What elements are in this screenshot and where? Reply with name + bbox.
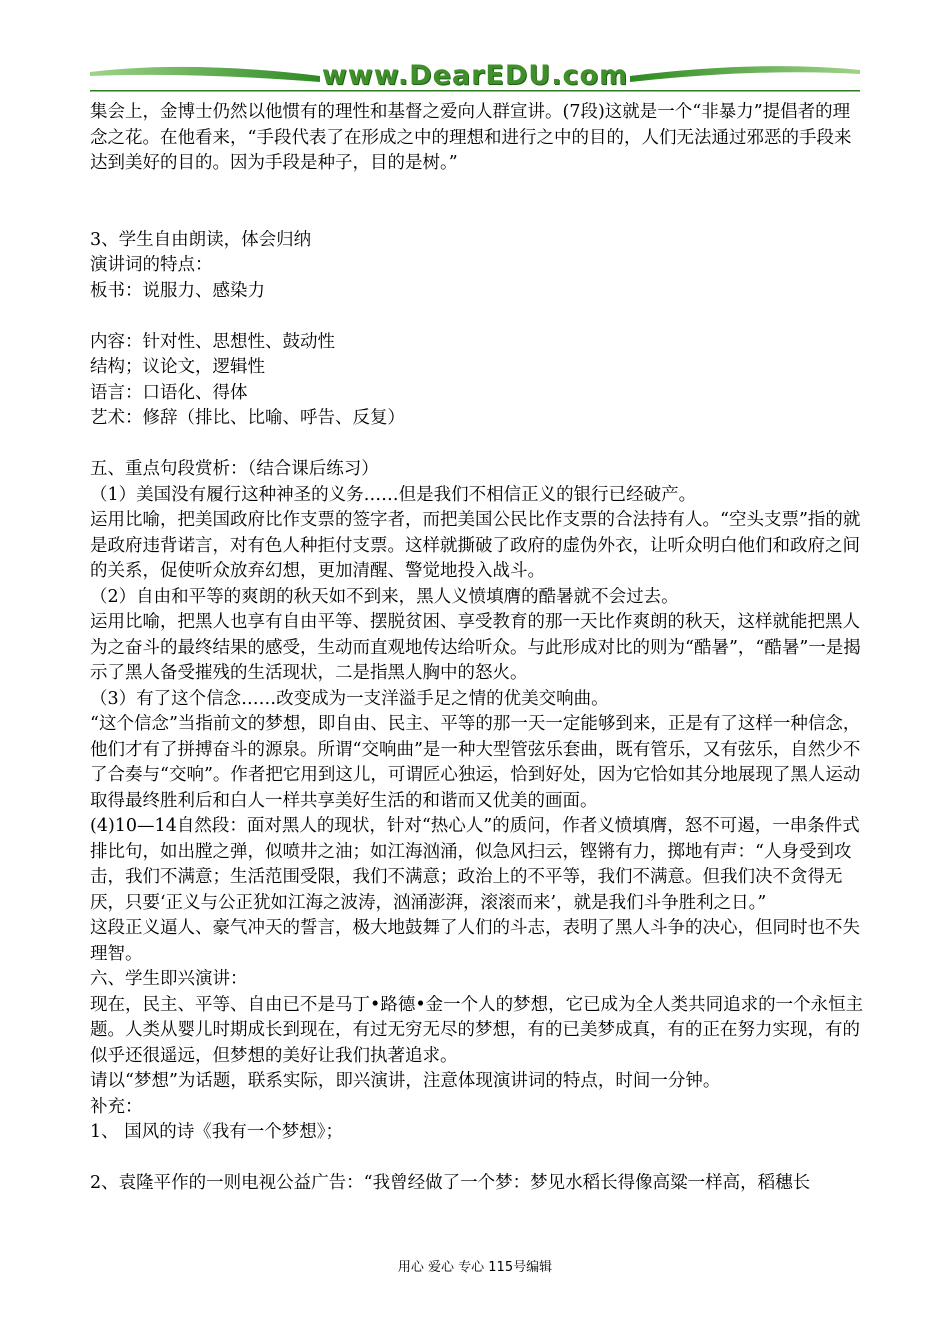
paragraph: 请以“梦想”为话题，联系实际，即兴演讲，注意体现演讲词的特点，时间一分钟。 (90, 1071, 721, 1091)
list-item: 1、 国风的诗《我有一个梦想》； (90, 1122, 343, 1142)
page-footer: 用心 爱心 专心 115号编辑 (397, 1260, 553, 1275)
section-heading: 六、学生即兴演讲： (90, 969, 248, 989)
paragraph: （3）有了这个信念……改变成为一支洋溢手足之情的优美交响曲。 (90, 688, 609, 709)
paragraph: 3、学生自由朗读，体会归纳 (90, 229, 312, 250)
paragraph: （2）自由和平等的爽朗的秋天如不到来，黑人义愤填膺的酷暑就不会过去。 (90, 586, 679, 607)
paragraph: 集会上，金博士仍然以他惯有的理性和基督之爱向人群宣讲。(7段)这就是一个“非暴力”提倡者的理念之花。在他看来，“手段代表了在形成之中的理想和进行之中的目的，人们无法通过邪恶的手段来达到美好的目的。因为手段是种子，目的是树。” (90, 102, 852, 173)
paragraph: (4)10—14自然段：面对黑人的现状，针对“热心人”的质问，作者义愤填膺，怒不可遏，一串条件式排比句，如出膛之弹，似喷井之油；如江海汹涌，似急风扫云，铿锵有力，掷地有声：“人身受到攻击，我们不满意；生活范围受限，我们不满意；政治上的不平等，我们不满意。但我们决不贪得无厌，只要‘正义与公正犹如江海之波涛，汹涌澎湃，滚滚而来’，就是我们斗争胜利之日。” (90, 816, 860, 913)
paragraph: 现在，民主、平等、自由已不是马丁•路德•金一个人的梦想，它已成为全人类共同追求的一个永恒主题。人类从婴儿时期成长到现在，有过无穷无尽的梦想，有的已美梦成真，有的正在努力实现，有的似乎还很遥远，但梦想的美好让我们执著追求。 (90, 994, 864, 1066)
spacer (90, 1146, 865, 1172)
site-logo[interactable]: www.DearEDU.com (321, 60, 629, 91)
spacer (90, 304, 865, 330)
spacer (90, 177, 865, 228)
paragraph: 演讲词的特点： (90, 255, 213, 275)
paragraph: 运用比喻，把美国政府比作支票的签字者，而把美国公民比作支票的合法持有人。“空头支票”指的就是政府违背诺言，对有色人种拒付支票。这样就撕破了政府的虚伪外衣，让听众明白他们和政府之间的关系，促使听众放弃幻想，更加清醒、警觉地投入战斗。 (90, 510, 861, 581)
paragraph: （1）美国没有履行这种神圣的义务……但是我们不相信正义的银行已经破产。 (90, 484, 697, 505)
paragraph: 补充： (90, 1096, 143, 1117)
paragraph: 艺术：修辞（排比、比喻、呼告、反复） (90, 408, 405, 428)
paragraph: 语言：口语化、得体 (90, 382, 248, 403)
paragraph: 结构；议论文，逻辑性 (90, 357, 265, 377)
section-heading: 五、重点句段赏析：（结合课后练习） (90, 459, 379, 479)
paragraph: 内容：针对性、思想性、鼓动性 (90, 331, 335, 352)
spacer (90, 432, 865, 458)
site-header (90, 58, 860, 98)
paragraph: 运用比喻，把黑人也享有自由平等、摆脱贫困、享受教育的那一天比作爽朗的秋天，这样就能把黑人为之奋斗的最终结果的感受，生动而直观地传达给听众。与此形成对比的则为“酷暑”，“酷暑”一是揭示了黑人备受摧残的生活现状，二是指黑人胸中的怒火。 (90, 612, 861, 683)
paragraph: 这段正义逼人、豪气冲天的誓言，极大地鼓舞了人们的斗志，表明了黑人斗争的决心，但同时也不失理智。 (90, 918, 860, 964)
paragraph: “这个信念”当指前文的梦想，即自由、民主、平等的那一天一定能够到来，正是有了这样一种信念，他们才有了拼搏奋斗的源泉。所谓“交响曲”是一种大型管弦乐套曲，既有管乐，又有弦乐，自然少不了合奏与“交响”。作者把它用到这儿，可谓匠心独运，恰到好处，因为它恰如其分地展现了黑人运动取得最终胜利后和白人一样共享美好生活的和谐而又优美的画面。 (90, 714, 861, 811)
paragraph: 板书：说服力、感染力 (90, 280, 265, 301)
list-item: 2、袁隆平作的一则电视公益广告：“我曾经做了一个梦：梦见水稻长得像高粱一样高，稻穗长 (90, 1173, 811, 1193)
document-body (90, 100, 865, 1197)
